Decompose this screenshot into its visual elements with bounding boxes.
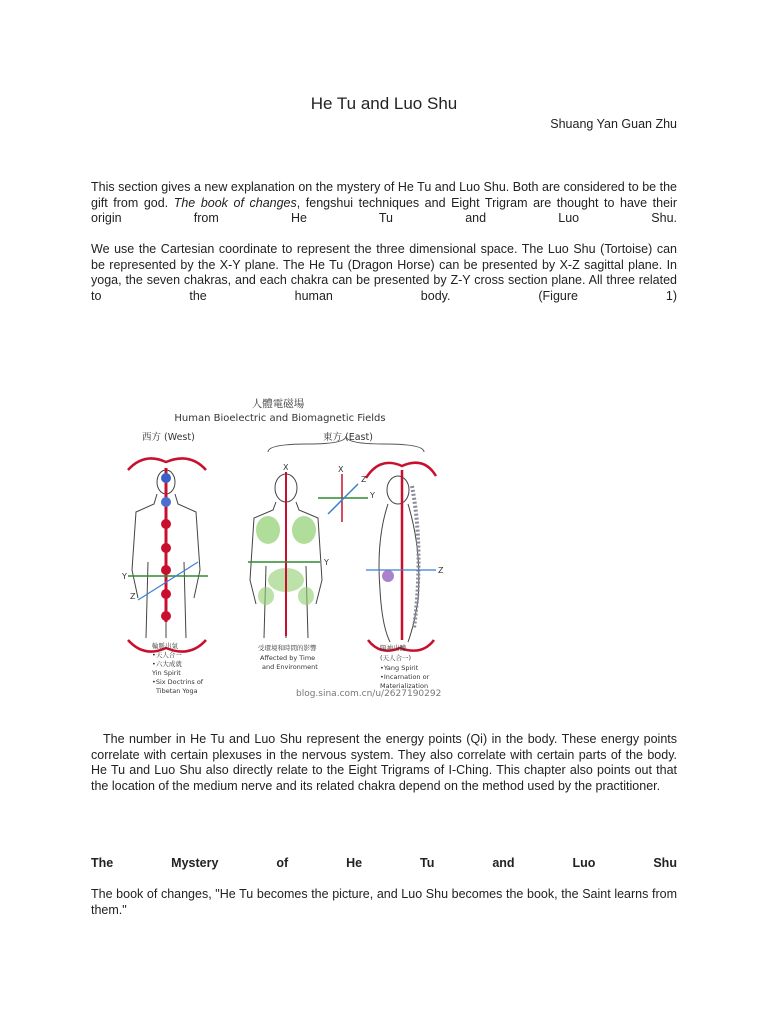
human-bioelectric-figure	[118, 390, 478, 702]
author-name: Shuang Yan Guan Zhu	[550, 117, 677, 131]
left-caption-line: •Six Doctrins of	[152, 678, 204, 686]
heading-word: The	[91, 856, 114, 870]
intro-paragraph	[91, 180, 677, 227]
left-caption-line: •六大成就	[152, 660, 182, 668]
book-title-italic: The book of changes	[173, 195, 297, 210]
middle-caption	[258, 643, 318, 671]
west-body-figure	[121, 458, 208, 651]
right-caption-line: Materialization	[380, 682, 429, 690]
heading-word: Tu	[420, 856, 435, 870]
cartesian-paragraph: We use the Cartesian coordinate to represent the three dimensional space. The Luo Shu (Tortoise) can be represented by the X-Y plane. The He Tu (Dragon Horse) can be presented by X-Z sagittal plane. In yoga, the seven chakras, and each chakra can be presented by Z-Y cross section plane. All three related to the human body. (Figure 1)	[91, 242, 677, 303]
middle-body-figure	[248, 463, 329, 638]
heading-word: Mystery	[171, 856, 219, 870]
intro-text-b: , fengshui techniques and Eight Trigram are thought to have their origin from He Tu and Luo Shu.	[91, 195, 677, 226]
left-caption-line: •天人合一	[152, 651, 182, 659]
widget-axis-z: Z	[361, 475, 367, 484]
west-label: 西方 (West)	[142, 432, 195, 443]
right-caption-line: (天人合一)	[380, 654, 412, 662]
heading-word: and	[492, 856, 515, 870]
heading-word: Luo	[572, 856, 596, 870]
left-caption-line: Yin Spirit	[152, 669, 181, 677]
book-of-changes-paragraph: The book of changes, "He Tu becomes the picture, and Luo Shu becomes the book, the Saint learns from them."	[91, 887, 677, 917]
axis-diagram	[318, 465, 375, 522]
figure-title-en: Human Bioelectric and Biomagnetic Fields	[174, 413, 386, 424]
left-axis-z: Z	[130, 592, 136, 601]
watermark-text: blog.sina.com.cn/u/2627190292	[296, 689, 442, 699]
east-label: 東方 (East)	[323, 432, 373, 443]
right-caption-line: •Incarnation or	[380, 673, 430, 681]
intro-text-a: This section gives a new explanation on the mystery of He Tu and Luo Shu. Both are considered to be the gift from god.	[91, 180, 677, 210]
section-heading	[91, 856, 677, 870]
middle-caption-line: Affected by Time	[260, 654, 316, 662]
figure-title-cn: 人體電磁場	[251, 398, 305, 410]
middle-caption-line: 受環境和時間的影響	[258, 644, 317, 652]
widget-axis-x: X	[338, 465, 344, 474]
east-body-figure	[366, 463, 444, 651]
document-title: He Tu and Luo Shu	[310, 94, 458, 113]
middle-caption-line: and Environment	[262, 663, 318, 671]
middle-axis-y: Y	[324, 558, 329, 567]
right-axis-z: Z	[438, 566, 444, 575]
middle-axis-x: X	[283, 463, 289, 472]
right-caption-line: 陽神出體	[380, 644, 406, 652]
heading-word: Shu	[653, 856, 677, 870]
left-axis-y: Y	[122, 572, 127, 581]
right-caption-line: •Yang Spirit	[380, 664, 419, 672]
energy-points-paragraph: The number in He Tu and Luo Shu represent the energy points (Qi) in the body. These energy points correlate with certain plexuses in the nervous system. They also correlate with certain parts of the body. He Tu and Luo Shu also directly relate to the Eight Trigrams of I-Ching. This chapter also points out that the location of the medium nerve and its related chakra depend on the method used by the practitioner.	[91, 732, 677, 793]
heading-word: of	[276, 856, 289, 870]
widget-axis-y: Y	[370, 491, 375, 500]
left-caption-line: 輪脈出氣	[152, 642, 178, 650]
left-caption-line: Tibetan Yoga	[156, 687, 198, 695]
heading-word: He	[346, 856, 363, 870]
